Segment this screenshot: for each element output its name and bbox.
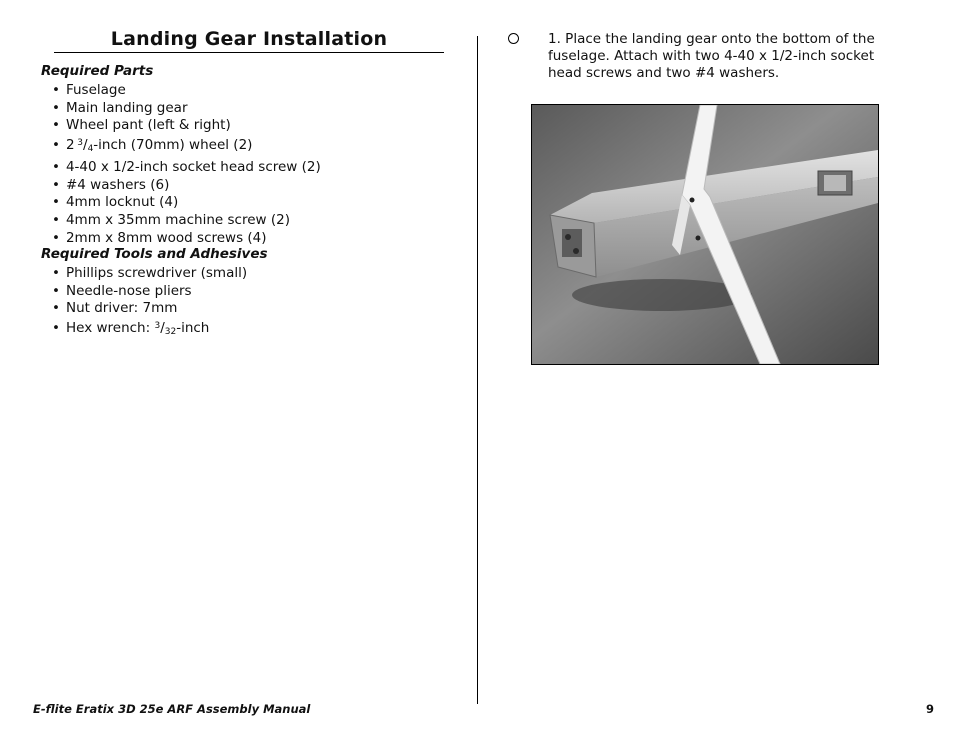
list-item: • 4-40 x 1/2-inch socket head screw (2) <box>52 159 321 177</box>
fraction-denominator: 4 <box>87 144 94 155</box>
list-item <box>52 318 247 342</box>
tools-list <box>52 265 247 342</box>
list-item: • Fuselage <box>52 82 321 100</box>
required-parts-heading: Required Parts <box>41 63 154 79</box>
tools-heading: Required Tools and Adhesives <box>41 246 268 262</box>
list-item: • Nut driver: 7mm <box>52 300 247 318</box>
hex-fraction: $^3/_{32}$ <box>154 320 177 338</box>
fraction-numerator: 3 <box>77 138 83 149</box>
wheel-fraction: $^3/_4$ <box>77 137 94 155</box>
step-1-text: 1. Place the landing gear onto the bottom of the fuselage. Attach with two 4-40 x 1/2-inch socket head screws and two #4 washers. <box>548 31 875 81</box>
wheel-rest: -inch (70mm) wheel (2) <box>93 137 253 154</box>
footer-manual-title: E-flite Eratix 3D 25e ARF Assembly Manual <box>33 702 311 716</box>
hex-rest: -inch <box>176 320 210 337</box>
fraction-denominator: 32 <box>164 327 177 338</box>
list-item: • Main landing gear <box>52 100 321 118</box>
required-parts-list <box>52 82 321 247</box>
page-title: Landing Gear Installation <box>54 28 444 53</box>
list-item: • Needle-nose pliers <box>52 283 247 301</box>
hex-prefix: Hex wrench: <box>65 320 155 337</box>
list-item: • Phillips screwdriver (small) <box>52 265 247 283</box>
landing-gear-photo <box>531 104 879 365</box>
step-checkbox[interactable] <box>508 33 519 44</box>
page-number: 9 <box>926 702 935 716</box>
list-item: • #4 washers (6) <box>52 177 321 195</box>
landing-gear-photo-image <box>532 105 878 364</box>
list-item: • Wheel pant (left & right) <box>52 117 321 135</box>
fraction-numerator: 3 <box>154 321 161 332</box>
list-item: • 4mm x 35mm machine screw (2) <box>52 212 321 230</box>
list-item: • 4mm locknut (4) <box>52 194 321 212</box>
column-divider <box>477 36 478 704</box>
list-item <box>52 135 321 159</box>
wheel-whole: 2 <box>65 137 75 154</box>
list-item: • 2mm x 8mm wood screws (4) <box>52 230 321 248</box>
